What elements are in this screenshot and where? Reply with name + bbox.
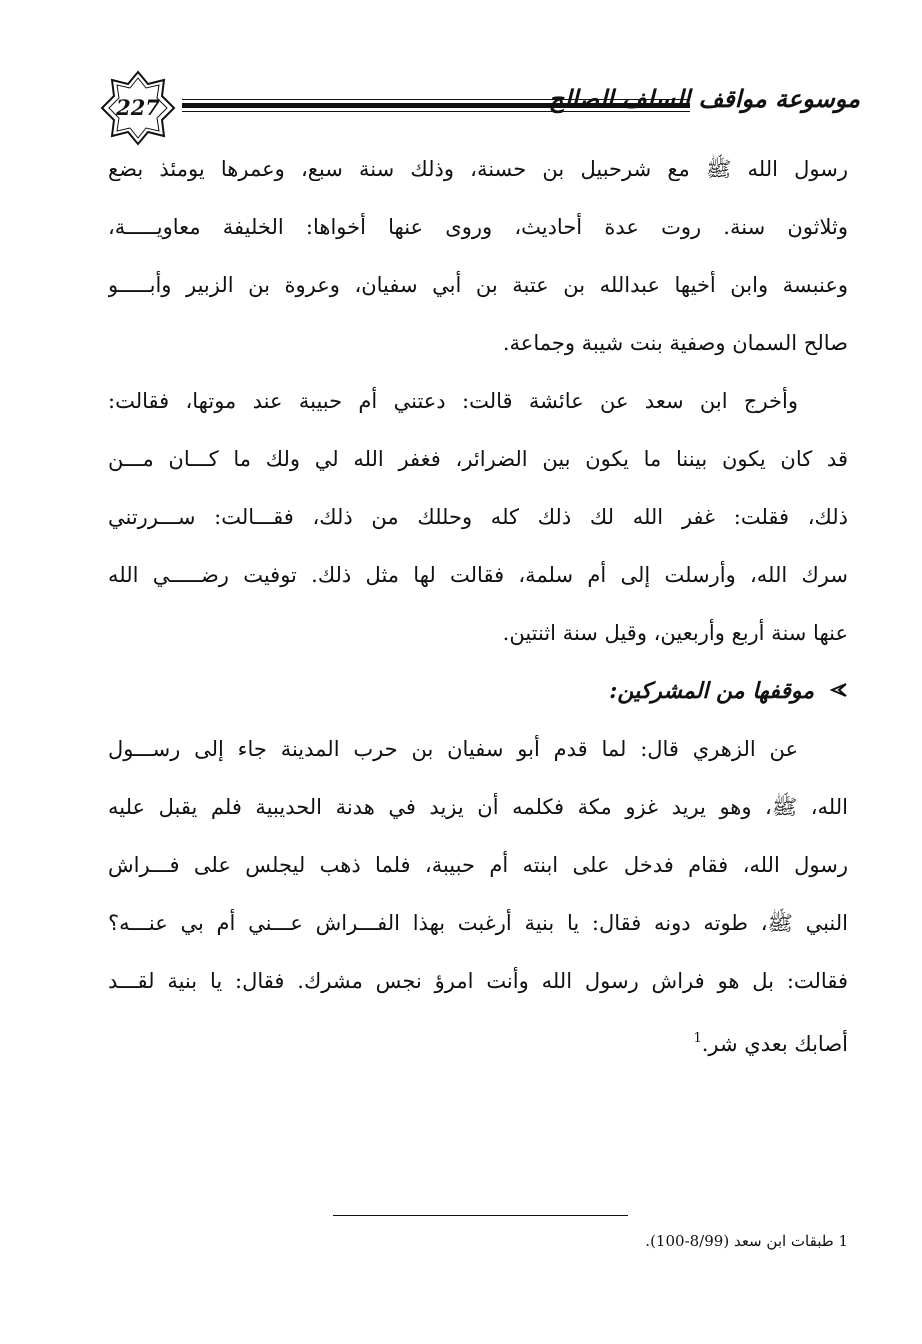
section-heading [108, 662, 848, 720]
text-line: وعنبسة وابن أخيها عبدالله بن عتبة بن أبي سفيان، وعروة بن الزبير وأبـــــو [108, 273, 848, 297]
text-line: وثلاثون سنة. روت عدة أحاديث، وروى عنها أخواها: الخليفة معاويـــــة، [108, 215, 848, 239]
page-body [108, 140, 848, 1068]
text-line: ذلك، فقلت: غفر الله لك ذلك كله وحللك من ذلك، فقـــالت: ســـررتني [108, 505, 848, 529]
text-line: قد كان يكون بيننا ما يكون بين الضرائر، فغفر الله لي ولك ما كـــان مـــن [108, 447, 848, 471]
book-title: موسوعة مواقف السلف الصالح [548, 84, 860, 113]
text-line [108, 1010, 848, 1068]
footnote-number: 1 [838, 1232, 848, 1250]
section-heading-text: موقفها من المشركين: [609, 678, 814, 704]
paragraph [108, 140, 848, 372]
text-line: رسول الله، فقام فدخل على ابنته أم حبيبة، فلما ذهب ليجلس على فـــراش [108, 853, 848, 877]
arrow-left-icon [828, 662, 848, 720]
text-line: وأخرج ابن سعد عن عائشة قالت: دعتني أم حبيبة عند موتها، فقالت: [108, 389, 798, 413]
text-line-content: أصابك بعدي شر. [701, 1032, 848, 1056]
paragraph [108, 720, 848, 1068]
footnote-text: طبقات ابن سعد (8/99-100). [645, 1232, 834, 1250]
footnote-reference[interactable]: 1 [693, 1031, 702, 1046]
page-number-badge [100, 70, 176, 146]
footnote [480, 1232, 848, 1250]
text-line: فقالت: بل هو فراش رسول الله وأنت امرؤ نجس مشرك. فقال: يا بنية لقـــد [108, 969, 848, 993]
footnote-divider [333, 1215, 628, 1216]
text-line: الله، ﷺ، وهو يريد غزو مكة فكلمه أن يزيد في هدنة الحديبية فلم يقبل عليه [108, 795, 848, 819]
text-line: عن الزهري قال: لما قدم أبو سفيان بن حرب المدينة جاء إلى رســـول [108, 737, 798, 761]
page-number: 227 [116, 95, 160, 120]
text-line: سرك الله، وأرسلت إلى أم سلمة، فقالت لها مثل ذلك. توفيت رضـــــي الله [108, 563, 848, 587]
paragraph [108, 372, 848, 662]
text-line: عنها سنة أربع وأربعين، وقيل سنة اثنتين. [502, 621, 848, 645]
text-line: صالح السمان وصفية بنت شيبة وجماعة. [502, 331, 848, 355]
page-header [100, 70, 860, 140]
text-line: النبي ﷺ، طوته دونه فقال: يا بنية أرغبت بهذا الفـــراش عـــني أم بي عنـــه؟ [108, 911, 848, 935]
text-line: رسول الله ﷺ مع شرحبيل بن حسنة، وذلك سنة سبع، وعمرها يومئذ بضع [108, 157, 848, 181]
